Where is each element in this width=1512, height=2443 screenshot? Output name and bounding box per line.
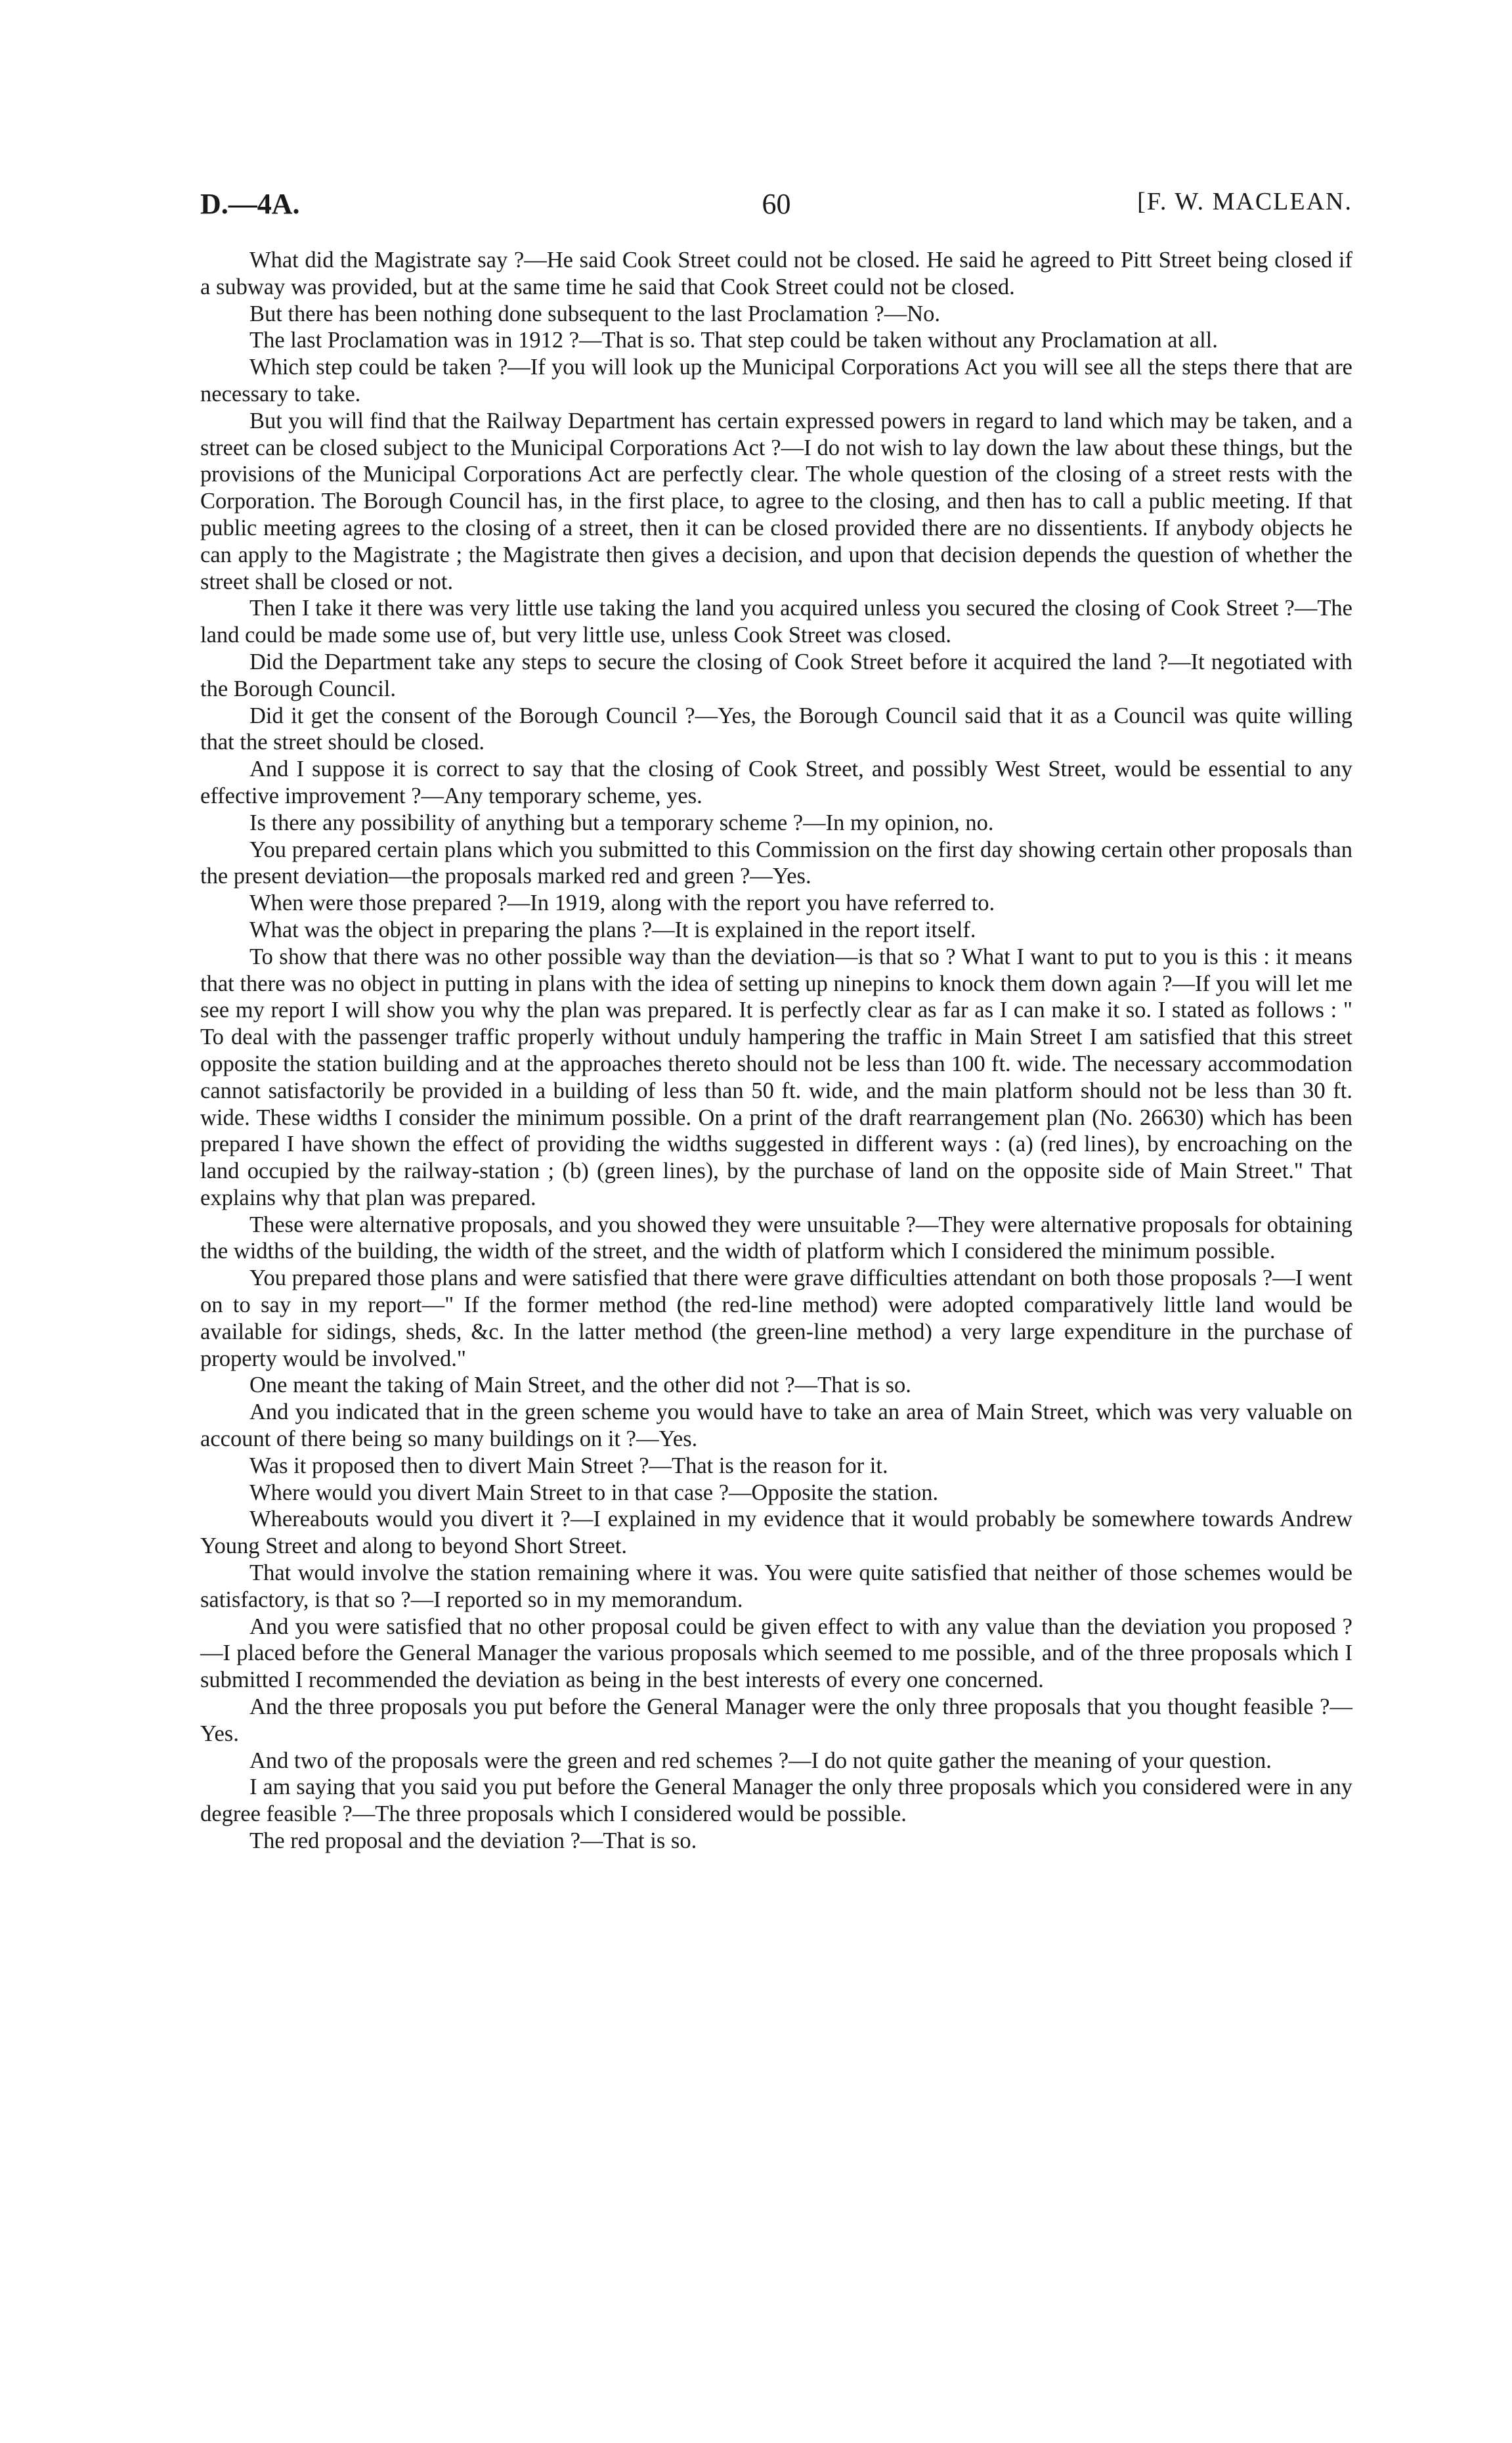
paragraph: The last Proclamation was in 1912 ?—That is so. That step could be taken without any Proclamation at all. [249, 328, 1218, 353]
paragraph: You prepared those plans and were satisfied that there were grave difficulties attendant on both those proposals ?—I went on to say in my report—" If the former method (the red-line method) were adopted comparatively little land would be available for sidings, sheds, &c. In the latter method (the green-line method) a very large expenditure in the purchase of property would be involved." [200, 1266, 1352, 1371]
paragraph: I am saying that you said you put before the General Manager the only three proposals which you considered were in any degree feasible ?—The three proposals which I considered would be possible. [200, 1774, 1352, 1827]
paragraph: Where would you divert Main Street to in that case ?—Opposite the station. [249, 1480, 939, 1505]
paragraph: Was it proposed then to divert Main Street ?—That is the reason for it. [249, 1453, 888, 1478]
paragraph: And you indicated that in the green scheme you would have to take an area of Main Street, which was very valuable on account of there being so many buildings on it ?—Yes. [200, 1399, 1352, 1452]
paragraph: Did the Department take any steps to secure the closing of Cook Street before it acquired the land ?—It negotiated with the Borough Council. [200, 649, 1352, 701]
paragraph: These were alternative proposals, and you showed they were unsuitable ?—They were alternative proposals for obtaining the widths of the building, the width of the street, and the width of platform which I considered the minimum possible. [200, 1212, 1352, 1264]
paragraph: Which step could be taken ?—If you will look up the Municipal Corporations Act you will see all the steps there that are necessary to take. [200, 355, 1352, 407]
paragraph: But there has been nothing done subsequent to the last Proclamation ?—No. [249, 301, 941, 326]
paragraph: What did the Magistrate say ?—He said Cook Street could not be closed. He said he agreed to Pitt Street being closed if a subway was provided, but at the same time he said that Cook Street could not be closed. [200, 248, 1352, 299]
paragraph: And the three proposals you put before the General Manager were the only three proposals that you thought feasible ?—Yes. [200, 1694, 1352, 1746]
page-header [200, 187, 1352, 227]
paragraph: But you will find that the Railway Department has certain expressed powers in regard to land which may be taken, and a street can be closed subject to the Municipal Corporations Act ?—I do not wish to lay down the law about these things, but the provisions of the Municipal Corporations Act are perfectly clear. The whole question of the closing of a street rests with the Corporation. The Borough Council has, in the first place, to agree to the closing, and then has to call a public meeting. If that public meeting agrees to the closing of a street, then it can be closed provided there are no dissentients. If anybody objects he can apply to the Magistrate ; the Magistrate then gives a decision, and upon that decision depends the question of whether the street shall be closed or not. [200, 408, 1352, 594]
witness-name: [F. W. MACLEAN. [1137, 188, 1352, 215]
paragraph: To show that there was no other possible way than the deviation—is that so ? What I want to put to you is this : it means that there was no object in putting in plans with the idea of setting up ninepins to knock them down again ?—If you will let me see my report I will show you why the plan was prepared. It is perfectly clear as far as I can make it so. I stated as follows : " To deal with the passenger traffic properly without unduly hampering the traffic in Main Street I am satisfied that this street opposite the station building and at the approaches thereto should not be less than 100 ft. wide. The necessary accommodation cannot satisfactorily be provided in a building of less than 50 ft. wide, and the main platform should not be less than 30 ft. wide. These widths I consider the minimum possible. On a print of the draft rearrangement plan (No. 26630) which has been prepared I have shown the effect of providing the widths suggested in different ways : (a) (red lines), by encroaching on the land occupied by the railway-station ; (b) (green lines), by the purchase of land on the opposite side of Main Street." That explains why that plan was prepared. [200, 944, 1352, 1210]
paragraph: And I suppose it is correct to say that the closing of Cook Street, and possibly West Street, would be essential to any effective improvement ?—Any temporary scheme, yes. [200, 757, 1352, 808]
paragraph: The red proposal and the deviation ?—That is so. [249, 1828, 697, 1854]
paragraph: One meant the taking of Main Street, and the other did not ?—That is so. [249, 1373, 911, 1398]
page-number: 60 [762, 188, 791, 220]
paragraph: You prepared certain plans which you submitted to this Commission on the first day showing certain other proposals than the present deviation—the proposals marked red and green ?—Yes. [200, 837, 1352, 889]
paragraph: When were those prepared ?—In 1919, along with the report you have referred to. [249, 891, 995, 916]
paragraph: And you were satisfied that no other proposal could be given effect to with any value than the deviation you proposed ?—I placed before the General Manager the various proposals which seemed to me possible, and of the three proposals which I submitted I recommended the deviation as being in the best interests of every one concerned. [200, 1614, 1352, 1693]
paragraph: And two of the proposals were the green and red schemes ?—I do not quite gather the meaning of your question. [249, 1748, 1272, 1773]
document-reference: D.—4A. [200, 188, 300, 220]
paragraph: That would involve the station remaining where it was. You were quite satisfied that neither of those schemes would be satisfactory, is that so ?—I reported so in my memorandum. [200, 1560, 1352, 1612]
testimony-body [200, 247, 1352, 1855]
paragraph: Did it get the consent of the Borough Council ?—Yes, the Borough Council said that it as a Council was quite willing that the street should be closed. [200, 703, 1352, 755]
paragraph: Then I take it there was very little use taking the land you acquired unless you secured the closing of Cook Street ?—The land could be made some use of, but very little use, unless Cook Street was closed. [200, 596, 1352, 648]
paragraph: Is there any possibility of anything but a temporary scheme ?—In my opinion, no. [249, 810, 994, 835]
paragraph: What was the object in preparing the plans ?—It is explained in the report itself. [249, 917, 976, 942]
paragraph: Whereabouts would you divert it ?—I explained in my evidence that it would probably be somewhere towards Andrew Young Street and along to beyond Short Street. [200, 1507, 1352, 1559]
